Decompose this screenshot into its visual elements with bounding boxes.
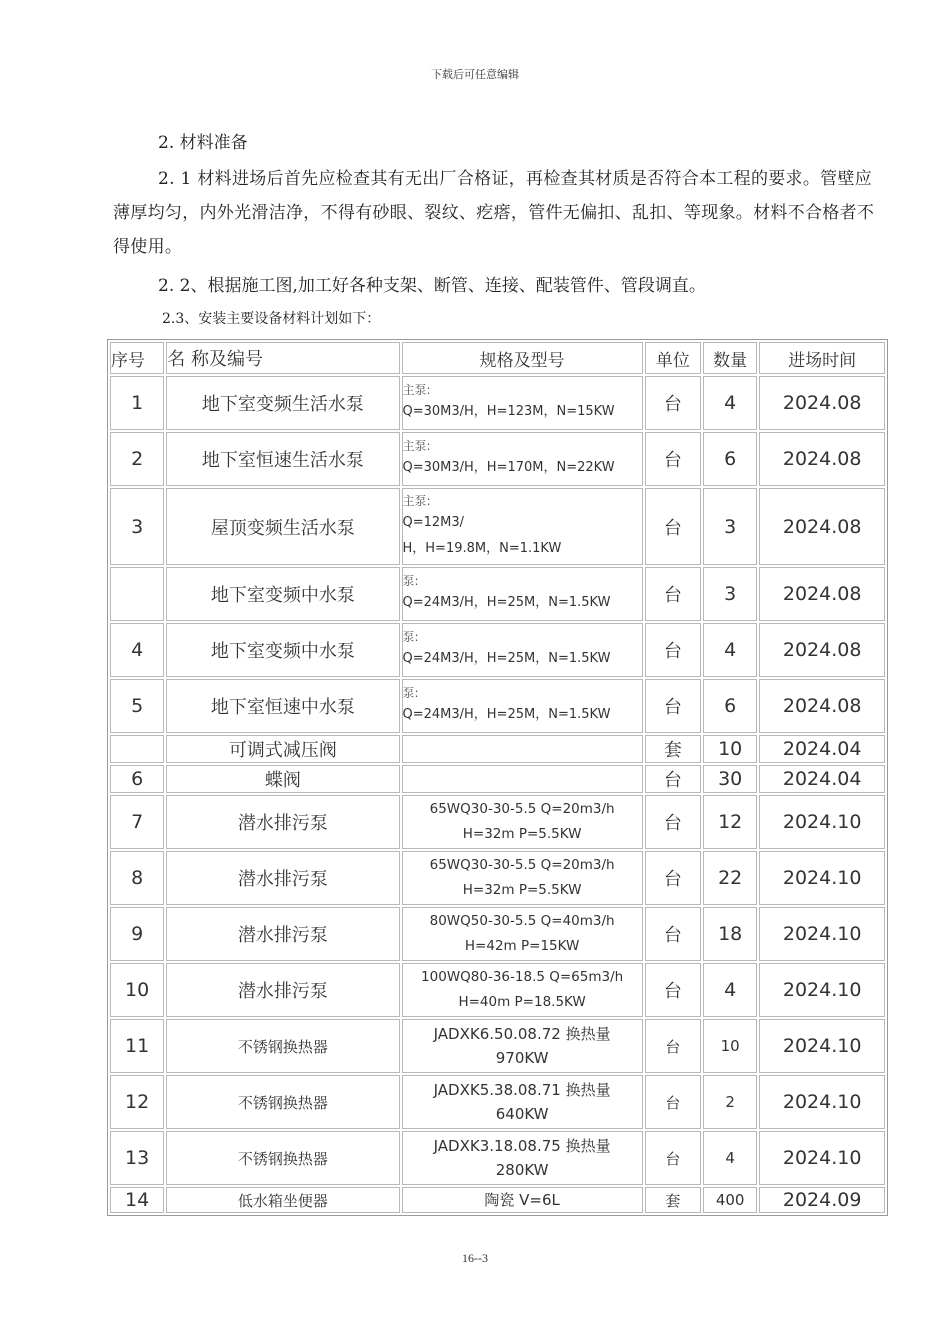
spec-text-line1: 65WQ30-30-5.5 Q=20m3/h bbox=[429, 857, 615, 873]
table-row bbox=[110, 1131, 885, 1185]
cell-qty: 3 bbox=[703, 488, 757, 565]
spec-label: 泵: bbox=[402, 630, 419, 644]
spec-label: 主泵: bbox=[402, 439, 431, 453]
spec-text: Q=30M3/H，H=170M，N=22KW bbox=[402, 460, 615, 475]
cell-date: 2024.08 bbox=[759, 623, 885, 677]
cell-unit: 台 bbox=[645, 1019, 701, 1073]
spec-label: 主泵: bbox=[402, 493, 431, 508]
cell-seq bbox=[110, 735, 164, 763]
spec-text-line2: H=40m P=18.5KW bbox=[458, 994, 586, 1010]
table-row bbox=[110, 765, 885, 793]
cell-qty: 400 bbox=[703, 1187, 757, 1213]
cell-name: 不锈钢换热器 bbox=[166, 1019, 399, 1073]
cell-seq: 6 bbox=[110, 765, 164, 793]
header-date: 进场时间 bbox=[759, 342, 885, 374]
cell-name: 地下室变频中水泵 bbox=[166, 623, 399, 677]
spec-text-line1: JADXK5.38.08.71 换热量 bbox=[433, 1081, 611, 1099]
spec-text-line1: 80WQ50-30-5.5 Q=40m3/h bbox=[429, 913, 615, 929]
cell-unit: 套 bbox=[645, 735, 701, 763]
cell-date: 2024.09 bbox=[759, 1187, 885, 1213]
cell-spec bbox=[402, 851, 643, 905]
spec-text-line2: H=32m P=5.5KW bbox=[462, 826, 582, 842]
cell-seq: 5 bbox=[110, 679, 164, 733]
cell-unit: 台 bbox=[645, 567, 701, 621]
cell-name: 潜水排污泵 bbox=[166, 795, 399, 849]
table-row bbox=[110, 376, 885, 430]
table-row bbox=[110, 567, 885, 621]
spec-text-line2: 640KW bbox=[495, 1105, 549, 1123]
spec-text-line2: H=32m P=5.5KW bbox=[462, 882, 582, 898]
spec-text-line2: 280KW bbox=[495, 1161, 549, 1179]
cell-spec bbox=[402, 623, 643, 677]
cell-date: 2024.04 bbox=[759, 765, 885, 793]
header-unit: 单位 bbox=[645, 342, 701, 374]
cell-unit: 台 bbox=[645, 623, 701, 677]
paragraph-2-3: 2.3、安装主要设备材料计划如下： bbox=[162, 311, 381, 327]
header-spec: 规格及型号 bbox=[402, 342, 643, 374]
cell-qty: 10 bbox=[703, 735, 757, 763]
table-row bbox=[110, 1075, 885, 1129]
cell-qty: 3 bbox=[703, 567, 757, 621]
cell-unit: 台 bbox=[645, 795, 701, 849]
table-header-row bbox=[110, 342, 885, 374]
cell-date: 2024.08 bbox=[759, 679, 885, 733]
spec-text: Q=30M3/H，H=123M，N=15KW bbox=[402, 404, 615, 419]
cell-spec bbox=[402, 567, 643, 621]
table-row bbox=[110, 1019, 885, 1073]
cell-name: 蝶阀 bbox=[166, 765, 399, 793]
cell-unit: 台 bbox=[645, 679, 701, 733]
section-title: 2. 材料准备 bbox=[158, 133, 248, 153]
cell-unit: 台 bbox=[645, 432, 701, 486]
table-row bbox=[110, 735, 885, 763]
cell-name: 潜水排污泵 bbox=[166, 851, 399, 905]
cell-date: 2024.10 bbox=[759, 795, 885, 849]
cell-seq: 7 bbox=[110, 795, 164, 849]
cell-date: 2024.08 bbox=[759, 432, 885, 486]
cell-date: 2024.10 bbox=[759, 851, 885, 905]
cell-spec bbox=[402, 376, 643, 430]
cell-date: 2024.10 bbox=[759, 1131, 885, 1185]
cell-spec: 陶瓷 V=6L bbox=[402, 1187, 643, 1213]
table-row bbox=[110, 488, 885, 565]
spec-text-line2: 970KW bbox=[495, 1049, 549, 1067]
cell-unit: 台 bbox=[645, 1075, 701, 1129]
cell-seq bbox=[110, 567, 164, 621]
cell-name: 地下室恒速中水泵 bbox=[166, 679, 399, 733]
cell-name: 地下室恒速生活水泵 bbox=[166, 432, 399, 486]
cell-name: 地下室变频生活水泵 bbox=[166, 376, 399, 430]
cell-qty: 4 bbox=[703, 376, 757, 430]
cell-qty: 12 bbox=[703, 795, 757, 849]
cell-seq: 1 bbox=[110, 376, 164, 430]
cell-date: 2024.08 bbox=[759, 567, 885, 621]
spec-text-line1: JADXK3.18.08.75 换热量 bbox=[433, 1137, 611, 1155]
cell-qty: 30 bbox=[703, 765, 757, 793]
cell-unit: 台 bbox=[645, 488, 701, 565]
cell-date: 2024.08 bbox=[759, 488, 885, 565]
cell-spec bbox=[402, 765, 643, 793]
cell-unit: 台 bbox=[645, 907, 701, 961]
cell-seq: 12 bbox=[110, 1075, 164, 1129]
spec-text-line1: 100WQ80-36-18.5 Q=65m3/h bbox=[421, 969, 624, 985]
paragraph-2-1: 2. 1 材料进场后首先应检查其有无出厂合格证，再检查其材质是否符合本工程的要求。管壁应薄厚均匀，内外光滑洁净，不得有砂眼、裂纹、疙瘩，管件无偏扣、乱扣、等现象。材料不合格者不得使用。 bbox=[113, 169, 875, 257]
cell-seq: 11 bbox=[110, 1019, 164, 1073]
cell-unit: 套 bbox=[645, 1187, 701, 1213]
cell-spec bbox=[402, 795, 643, 849]
cell-qty: 18 bbox=[703, 907, 757, 961]
table-row bbox=[110, 432, 885, 486]
cell-seq: 13 bbox=[110, 1131, 164, 1185]
cell-unit: 台 bbox=[645, 1131, 701, 1185]
cell-seq: 2 bbox=[110, 432, 164, 486]
cell-spec bbox=[402, 488, 643, 565]
equipment-material-table bbox=[107, 339, 888, 1216]
spec-text-line2: H=42m P=15KW bbox=[464, 938, 580, 954]
cell-qty: 10 bbox=[703, 1019, 757, 1073]
cell-spec bbox=[402, 1131, 643, 1185]
cell-unit: 台 bbox=[645, 851, 701, 905]
cell-spec bbox=[402, 1075, 643, 1129]
cell-spec bbox=[402, 679, 643, 733]
cell-spec bbox=[402, 735, 643, 763]
cell-seq: 3 bbox=[110, 488, 164, 565]
table-row bbox=[110, 851, 885, 905]
cell-seq: 14 bbox=[110, 1187, 164, 1213]
cell-seq: 8 bbox=[110, 851, 164, 905]
cell-qty: 4 bbox=[703, 623, 757, 677]
cell-name: 地下室变频中水泵 bbox=[166, 567, 399, 621]
spec-label: 泵: bbox=[402, 574, 419, 588]
cell-seq: 10 bbox=[110, 963, 164, 1017]
spec-label: 主泵: bbox=[402, 383, 431, 397]
cell-date: 2024.10 bbox=[759, 907, 885, 961]
cell-spec bbox=[402, 1019, 643, 1073]
cell-date: 2024.04 bbox=[759, 735, 885, 763]
spec-text-line2: H，H=19.8M，N=1.1KW bbox=[402, 540, 562, 556]
cell-seq: 4 bbox=[110, 623, 164, 677]
cell-seq: 9 bbox=[110, 907, 164, 961]
cell-spec bbox=[402, 432, 643, 486]
table-row bbox=[110, 907, 885, 961]
cell-unit: 台 bbox=[645, 765, 701, 793]
spec-label: 泵: bbox=[402, 686, 419, 700]
table-row bbox=[110, 795, 885, 849]
cell-qty: 22 bbox=[703, 851, 757, 905]
cell-date: 2024.10 bbox=[759, 963, 885, 1017]
cell-qty: 6 bbox=[703, 432, 757, 486]
cell-qty: 2 bbox=[703, 1075, 757, 1129]
cell-date: 2024.08 bbox=[759, 376, 885, 430]
spec-text: Q=24M3/H，H=25M，N=1.5KW bbox=[402, 651, 611, 666]
table-row bbox=[110, 963, 885, 1017]
cell-name: 屋顶变频生活水泵 bbox=[166, 488, 399, 565]
cell-unit: 台 bbox=[645, 963, 701, 1017]
table-row bbox=[110, 1187, 885, 1213]
page-header: 下载后可任意编辑 bbox=[431, 68, 519, 81]
cell-qty: 4 bbox=[703, 1131, 757, 1185]
table-row bbox=[110, 623, 885, 677]
header-name: 名 称及编号 bbox=[166, 342, 399, 374]
header-qty: 数量 bbox=[703, 342, 757, 374]
cell-spec bbox=[402, 907, 643, 961]
cell-name: 不锈钢换热器 bbox=[166, 1131, 399, 1185]
cell-date: 2024.10 bbox=[759, 1019, 885, 1073]
cell-date: 2024.10 bbox=[759, 1075, 885, 1129]
table-row bbox=[110, 679, 885, 733]
spec-text: Q=24M3/H，H=25M，N=1.5KW bbox=[402, 595, 611, 610]
spec-text-line1: JADXK6.50.08.72 换热量 bbox=[433, 1025, 611, 1043]
cell-name: 不锈钢换热器 bbox=[166, 1075, 399, 1129]
cell-qty: 4 bbox=[703, 963, 757, 1017]
cell-name: 低水箱坐便器 bbox=[166, 1187, 399, 1213]
cell-name: 潜水排污泵 bbox=[166, 963, 399, 1017]
page-number: 16--3 bbox=[462, 1251, 488, 1265]
cell-qty: 6 bbox=[703, 679, 757, 733]
paragraph-2-2: 2. 2、根据施工图,加工好各种支架、断管、连接、配装管件、管段调直。 bbox=[158, 276, 706, 296]
spec-text-line1: Q=12M3/ bbox=[402, 514, 465, 530]
cell-name: 潜水排污泵 bbox=[166, 907, 399, 961]
cell-spec bbox=[402, 963, 643, 1017]
cell-unit: 台 bbox=[645, 376, 701, 430]
spec-text-line1: 65WQ30-30-5.5 Q=20m3/h bbox=[429, 801, 615, 817]
header-seq: 序号 bbox=[110, 342, 164, 374]
spec-text: Q=24M3/H，H=25M，N=1.5KW bbox=[402, 707, 611, 722]
cell-name: 可调式减压阀 bbox=[166, 735, 399, 763]
